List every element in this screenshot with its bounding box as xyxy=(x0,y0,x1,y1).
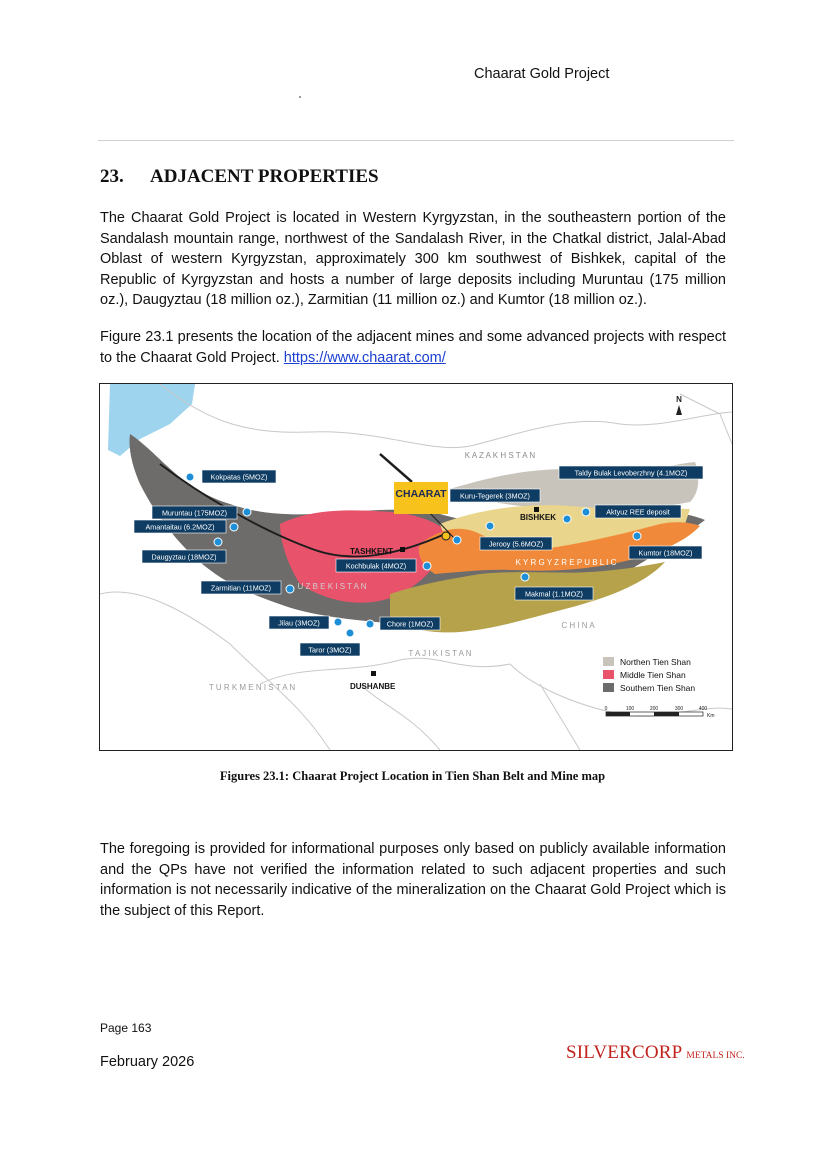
marker-makmal xyxy=(521,573,529,581)
header-divider xyxy=(98,140,734,141)
section-heading xyxy=(100,166,379,188)
section-number: 23. xyxy=(100,166,124,187)
north-label: N xyxy=(676,395,682,404)
scale-tick-0: 0 xyxy=(604,706,608,712)
deposit-label-jilau: Jilau (3MOZ) xyxy=(278,618,320,628)
deposit-label-muruntau: Muruntau (175MOZ) xyxy=(161,508,228,518)
city-label-dushanbe: DUSHANBE xyxy=(350,682,396,691)
north-arrow-icon xyxy=(676,405,682,415)
figure-reference-text: Figure 23.1 presents the location of the adjacent mines and some advanced projects with respect to the Chaarat Gold Project. xyxy=(100,329,726,366)
scale-tick-400: 400 xyxy=(698,706,708,712)
marker-taldy-bulak xyxy=(563,515,571,523)
deposit-label-chore: Chore (1MOZ) xyxy=(386,619,434,629)
scale-unit: Km xyxy=(707,713,715,719)
disclaimer-paragraph: The foregoing is provided for informational purposes only based on publicly available information and the QPs have not verified the information related to such adjacent properties and such information is not necessarily indicative of the mineralization on the Chaarat Gold Project which is the subject of this Report. xyxy=(100,841,726,919)
location-map-figure xyxy=(99,383,733,751)
deposit-label-amantaitau: Amantaitau (6.2MOZ) xyxy=(145,522,215,532)
logo-main-text: SILVERCORP xyxy=(566,1042,683,1063)
legend-label-northern: Northen Tien Shan xyxy=(620,657,691,667)
city-label-tashkent: TASHKENT xyxy=(350,547,393,556)
deposit-label-kochbulak: Kochbulak (4MOZ) xyxy=(345,561,407,571)
scale-bar xyxy=(605,706,715,719)
marker-jerooy xyxy=(486,522,494,530)
legend-swatch-middle xyxy=(603,670,614,679)
deposit-label-jerooy: Jerooy (5.6MOZ) xyxy=(488,539,544,549)
chaarat-project-label: CHAARAT xyxy=(395,488,447,500)
scale-tick-300: 300 xyxy=(674,706,684,712)
marker-kuru-tegerek xyxy=(453,536,461,544)
location-map xyxy=(100,384,732,750)
header-project-title: Chaarat Gold Project xyxy=(474,66,610,82)
figure-caption: Figures 23.1: Chaarat Project Location in Tien Shan Belt and Mine map xyxy=(219,769,606,783)
deposit-label-kokpatas: Kokpatas (5MOZ) xyxy=(210,472,268,482)
marker-kochbulak xyxy=(423,562,431,570)
logo-sub-text: METALS INC. xyxy=(686,1051,745,1061)
marker-zarmitian xyxy=(286,585,294,593)
page-number: Page 163 xyxy=(100,1021,152,1035)
tashkent-marker-icon xyxy=(400,547,405,552)
country-label-china: C H I N A xyxy=(561,621,595,630)
marker-taror xyxy=(346,629,354,637)
dushanbe-marker-icon xyxy=(371,671,376,676)
report-date: February 2026 xyxy=(100,1054,195,1070)
city-label-bishkek: BISHKEK xyxy=(520,513,557,522)
country-label-turkmenistan: T U R K M E N I S T A N xyxy=(208,683,296,692)
deposit-label-taror: Taror (3MOZ) xyxy=(308,645,352,655)
aral-sea-water xyxy=(108,384,195,456)
deposit-label-daugyztau: Daugyztau (18MOZ) xyxy=(151,552,217,562)
chaarat-pointer-line xyxy=(380,454,412,482)
marker-kumtor xyxy=(633,532,641,540)
bishkek-marker-icon xyxy=(534,507,539,512)
marker-daugyztau xyxy=(214,538,222,546)
country-label-tajikistan: T A J I K I S T A N xyxy=(408,649,472,658)
deposit-label-zarmitian: Zarmitian (11MOZ) xyxy=(210,583,272,593)
marker-amantaitau xyxy=(230,523,238,531)
section-title: ADJACENT PROPERTIES xyxy=(150,166,379,187)
legend-swatch-northern xyxy=(603,657,614,666)
marker-chore xyxy=(366,620,374,628)
marker-jilau xyxy=(334,618,342,626)
country-label-kyrgyz: K Y R G Y Z R E P U B L I C xyxy=(515,558,617,567)
intro-paragraph: The Chaarat Gold Project is located in Western Kyrgyzstan, in the southeastern portion of the Sandalash mountain range, northwest of the Sandalash River, in the Chatkal district, Jalal-Abad Oblast of western Kyrgyzstan, approximately 300 km southwest of Bishkek, capital of the Republic of Kyrgyzstan and hosts a number of large deposits including Muruntau (175 million oz.), Daugyztau (18 million oz.), Zarmitian (11 million oz.) and Kumtor (18 million oz.). xyxy=(100,210,726,308)
scale-tick-100: 100 xyxy=(625,706,635,712)
header-dot xyxy=(299,96,301,98)
deposit-label-kuru-tegerek: Kuru-Tegerek (3MOZ) xyxy=(460,491,530,501)
scale-tick-200: 200 xyxy=(649,706,659,712)
legend-label-middle: Middle Tien Shan xyxy=(620,670,686,680)
legend-label-southern: Southern Tien Shan xyxy=(620,683,696,693)
deposit-label-aktyuz: Aktyuz REE deposit xyxy=(606,507,670,517)
deposit-label-makmal: Makmal (1.1MOZ) xyxy=(525,589,583,599)
country-label-kazakhstan: K A Z A K H S T A N xyxy=(464,451,536,460)
marker-kokpatas xyxy=(186,473,194,481)
legend-swatch-southern xyxy=(603,683,614,692)
silvercorp-logo xyxy=(566,1042,745,1064)
deposit-label-taldy-bulak: Taldy Bulak Levoberzhny (4.1MOZ) xyxy=(574,468,688,478)
deposit-label-kumtor: Kumtor (18MOZ) xyxy=(638,548,693,558)
marker-aktyuz xyxy=(582,508,590,516)
chaarat-location-icon xyxy=(442,532,450,540)
country-label-uzbekistan: U Z B E K I S T A N xyxy=(297,582,367,591)
marker-muruntau xyxy=(243,508,251,516)
chaarat-website-link[interactable]: https://www.chaarat.com/ xyxy=(283,349,446,366)
figure-reference-paragraph xyxy=(100,327,726,368)
